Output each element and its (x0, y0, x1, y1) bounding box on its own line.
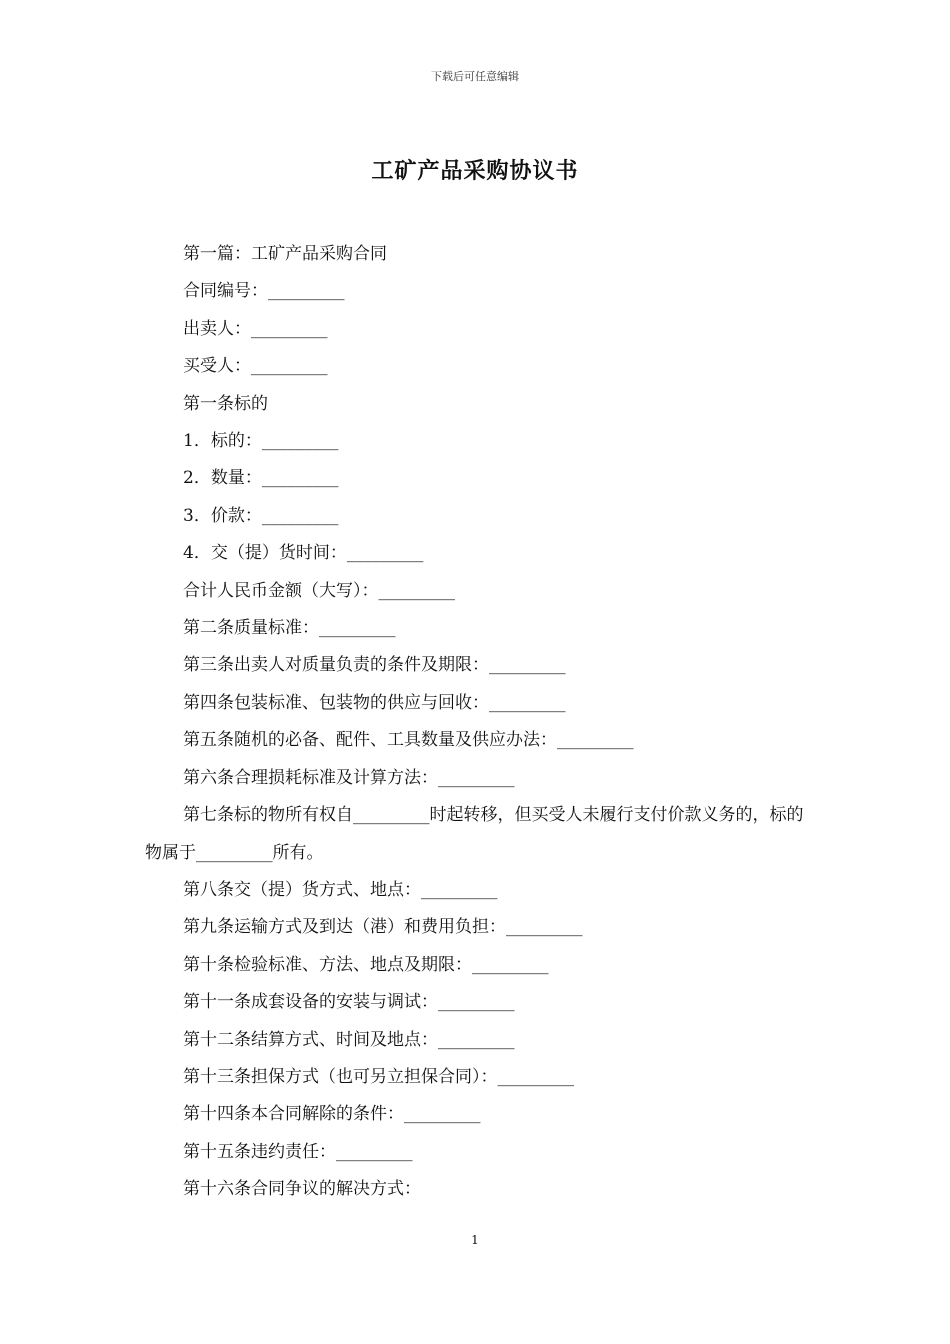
paragraph-article-2: 第二条质量标准：_________ (183, 618, 396, 639)
paragraph-article-6: 第六条合理损耗标准及计算方法：_________ (183, 767, 515, 788)
paragraph-contract-number: 合同编号：_________ (183, 281, 345, 302)
document-body (145, 236, 815, 1209)
paragraph-article-3: 第三条出卖人对质量负责的条件及期限：_________ (183, 655, 566, 676)
paragraph-subject: 1．标的：_________ (183, 431, 339, 452)
paragraph-total-amount: 合计人民币金额（大写）：_________ (183, 580, 455, 601)
paragraph-article-15: 第十五条违约责任：_________ (183, 1141, 413, 1162)
paragraph-seller: 出卖人：_________ (183, 318, 328, 339)
paragraph-article-4: 第四条包装标准、包装物的供应与回收：_________ (183, 692, 566, 713)
paragraph-article-14: 第十四条本合同解除的条件：_________ (183, 1104, 481, 1125)
paragraph-article-1: 第一条标的 (183, 393, 268, 414)
paragraph-article-5: 第五条随机的必备、配件、工具数量及供应办法：_________ (183, 730, 634, 751)
paragraph-article-10: 第十条检验标准、方法、地点及期限：_________ (183, 954, 549, 975)
paragraph-article-7: 第七条标的物所有权自_________时起转移，但买受人未履行支付价款义务的，标的物属于_________所有。 (145, 805, 804, 863)
document-title: 工矿产品采购协议书 (371, 158, 579, 184)
paragraph-delivery-time: 4．交（提）货时间：_________ (183, 543, 424, 564)
page-number: 1 (471, 1233, 479, 1247)
paragraph-article-13: 第十三条担保方式（也可另立担保合同）：_________ (183, 1066, 574, 1087)
paragraph-article-8: 第八条交（提）货方式、地点：_________ (183, 879, 498, 900)
paragraph-article-16: 第十六条合同争议的解决方式： (183, 1179, 421, 1200)
paragraph-article-9: 第九条运输方式及到达（港）和费用负担：_________ (183, 917, 583, 938)
paragraph-article-12: 第十二条结算方式、时间及地点：_________ (183, 1029, 515, 1050)
paragraph-part-one-title: 第一篇：工矿产品采购合同 (183, 244, 387, 264)
paragraph-buyer: 买受人：_________ (183, 356, 328, 377)
paragraph-price: 3．价款：_________ (183, 505, 339, 526)
paragraph-article-11: 第十一条成套设备的安装与调试：_________ (183, 992, 515, 1013)
paragraph-quantity: 2．数量：_________ (183, 468, 339, 489)
header-note: 下载后可任意编辑 (431, 70, 519, 83)
